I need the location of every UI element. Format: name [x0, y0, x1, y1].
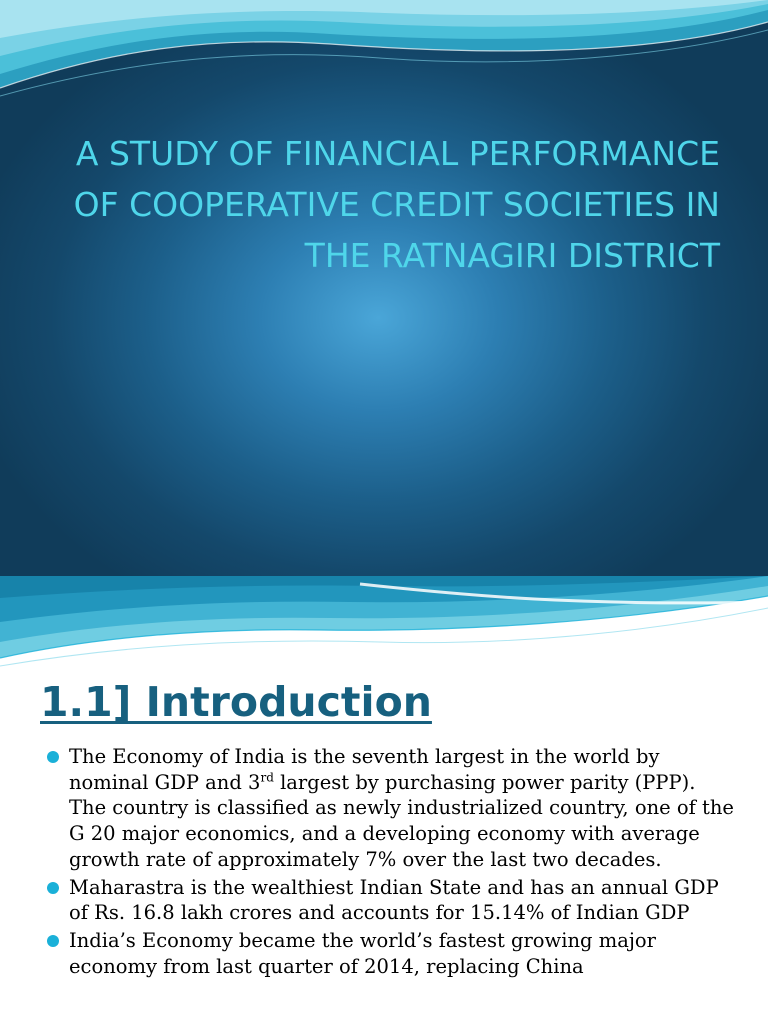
wave-decoration-top — [0, 576, 768, 676]
bullet-text: Maharastra is the wealthiest Indian State and has an annual GDP of Rs. 16.8 lakh crores and accounts for 15.14% of Indian GDP — [69, 875, 719, 925]
section-heading: 1.1] Introduction — [40, 678, 432, 726]
bullet-text: The Economy of India is the seventh largest in the world by nominal GDP and 3rd largest by purchasing power parity (PPP). The country is classified as newly industrialized country, one of the G 20 major economics, and a developing economy with average growth rate of approximately 7% over the last two decades. — [69, 745, 734, 871]
superscript: rd — [260, 770, 274, 785]
wave-decoration-top — [0, 0, 768, 110]
content-slide — [0, 576, 768, 1024]
bullet-icon — [47, 751, 59, 763]
list-item — [45, 928, 735, 979]
slide-title: A STUDY OF FINANCIAL PERFORMANCE OF COOPERATIVE CREDIT SOCIETIES IN THE RATNAGIRI DISTRICT — [73, 134, 720, 275]
list-item — [45, 875, 735, 926]
bullet-text: India’s Economy became the world’s fastest growing major economy from last quarter of 2014, replacing China — [69, 928, 656, 978]
bullet-icon — [47, 882, 59, 894]
list-item — [45, 744, 735, 873]
bullet-icon — [47, 935, 59, 947]
bullet-list — [45, 744, 735, 981]
